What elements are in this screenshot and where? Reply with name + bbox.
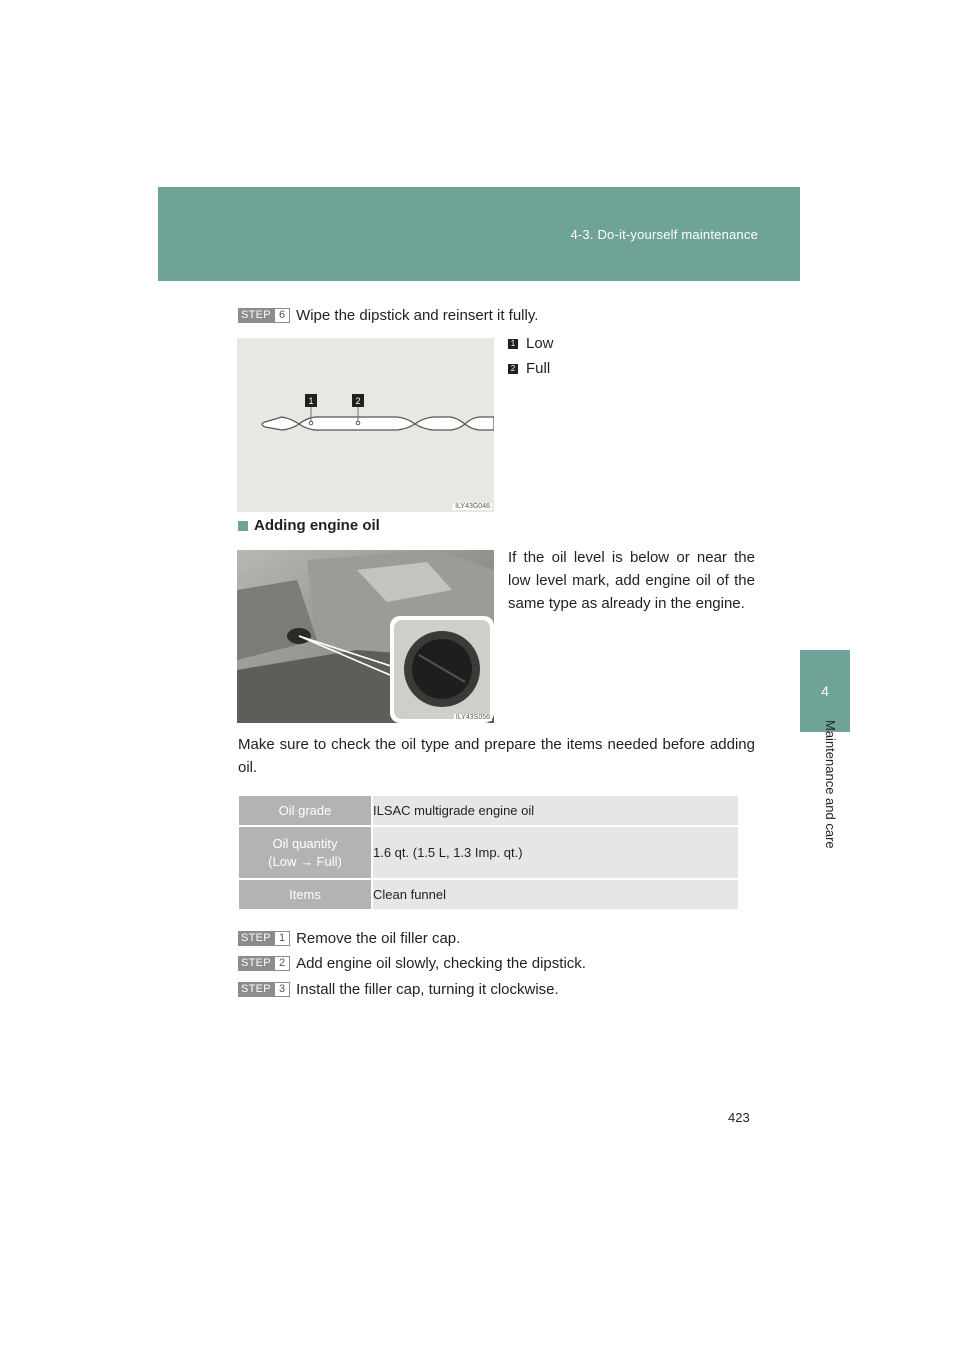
section-title: 4-3. Do-it-yourself maintenance xyxy=(570,227,758,242)
preparation-paragraph: Make sure to check the oil type and prepare the items needed before adding oil. xyxy=(238,736,755,776)
figure-code: ILY43G046 xyxy=(455,503,490,510)
table-row xyxy=(238,795,739,826)
chapter-label-wrap xyxy=(800,720,850,870)
table-value-cell: 1.6 qt. (1.5 L, 1.3 Imp. qt.) xyxy=(372,826,739,879)
chapter-number: 4 xyxy=(800,650,850,732)
table-row xyxy=(238,879,739,910)
table-label-cell xyxy=(238,826,372,879)
step-1-line xyxy=(238,928,460,948)
legend-label: Full xyxy=(526,360,551,377)
table-value-cell: Clean funnel xyxy=(372,879,739,910)
chapter-label: Maintenance and care xyxy=(823,720,838,849)
table-value-cell: ILSAC multigrade engine oil xyxy=(372,795,739,826)
step-text: Remove the oil filler cap. xyxy=(296,929,461,947)
oil-spec-table xyxy=(237,794,740,911)
adding-oil-paragraph: If the oil level is below or near the low level mark, add engine oil of the same type as already in the engine. xyxy=(508,549,755,612)
figure-code: ILY43S056 xyxy=(455,714,490,721)
engine-bay-photo xyxy=(237,550,494,723)
heading-text: Adding engine oil xyxy=(254,517,380,534)
dipstick-drawing xyxy=(237,338,494,512)
heading-square-icon xyxy=(238,521,248,531)
legend-item-low xyxy=(508,335,554,352)
step-badge-word: STEP xyxy=(238,308,274,323)
table-row xyxy=(238,826,739,879)
legend-number-box: 1 xyxy=(508,339,518,349)
step-badge-number: 1 xyxy=(274,931,290,946)
step-6-line xyxy=(238,305,538,325)
dipstick-illustration xyxy=(237,338,494,512)
step-2-line xyxy=(238,953,586,973)
dipstick-callout-2: 2 xyxy=(355,396,361,406)
step-badge-number: 6 xyxy=(274,308,290,323)
step-text: Add engine oil slowly, checking the dipstick. xyxy=(296,954,586,972)
step-badge-number: 3 xyxy=(274,982,290,997)
legend-number-box: 2 xyxy=(508,364,518,374)
step-text: Install the filler cap, turning it clockwise. xyxy=(296,980,559,998)
legend-label: Low xyxy=(526,335,554,352)
step-badge xyxy=(238,931,290,946)
step-badge xyxy=(238,956,290,971)
chapter-side-tab xyxy=(800,187,850,1187)
engine-bay-drawing xyxy=(237,550,494,723)
page-number: 423 xyxy=(728,1110,750,1125)
step-badge-number: 2 xyxy=(274,956,290,971)
step-text: Wipe the dipstick and reinsert it fully. xyxy=(296,306,539,324)
step-badge xyxy=(238,308,290,323)
table-label-cell: Oil grade xyxy=(238,795,372,826)
step-badge-word: STEP xyxy=(238,956,274,971)
legend-item-full xyxy=(508,360,550,377)
step-badge-word: STEP xyxy=(238,931,274,946)
step-badge-word: STEP xyxy=(238,982,274,997)
section-heading xyxy=(238,517,380,534)
step-3-line xyxy=(238,979,559,999)
label-line-2: (Low → Full) xyxy=(268,854,342,869)
label-line-1: Oil quantity xyxy=(272,836,338,851)
dipstick-callout-1: 1 xyxy=(308,396,314,406)
table-label-cell: Items xyxy=(238,879,372,910)
section-header-bar xyxy=(158,187,800,281)
step-badge xyxy=(238,982,290,997)
